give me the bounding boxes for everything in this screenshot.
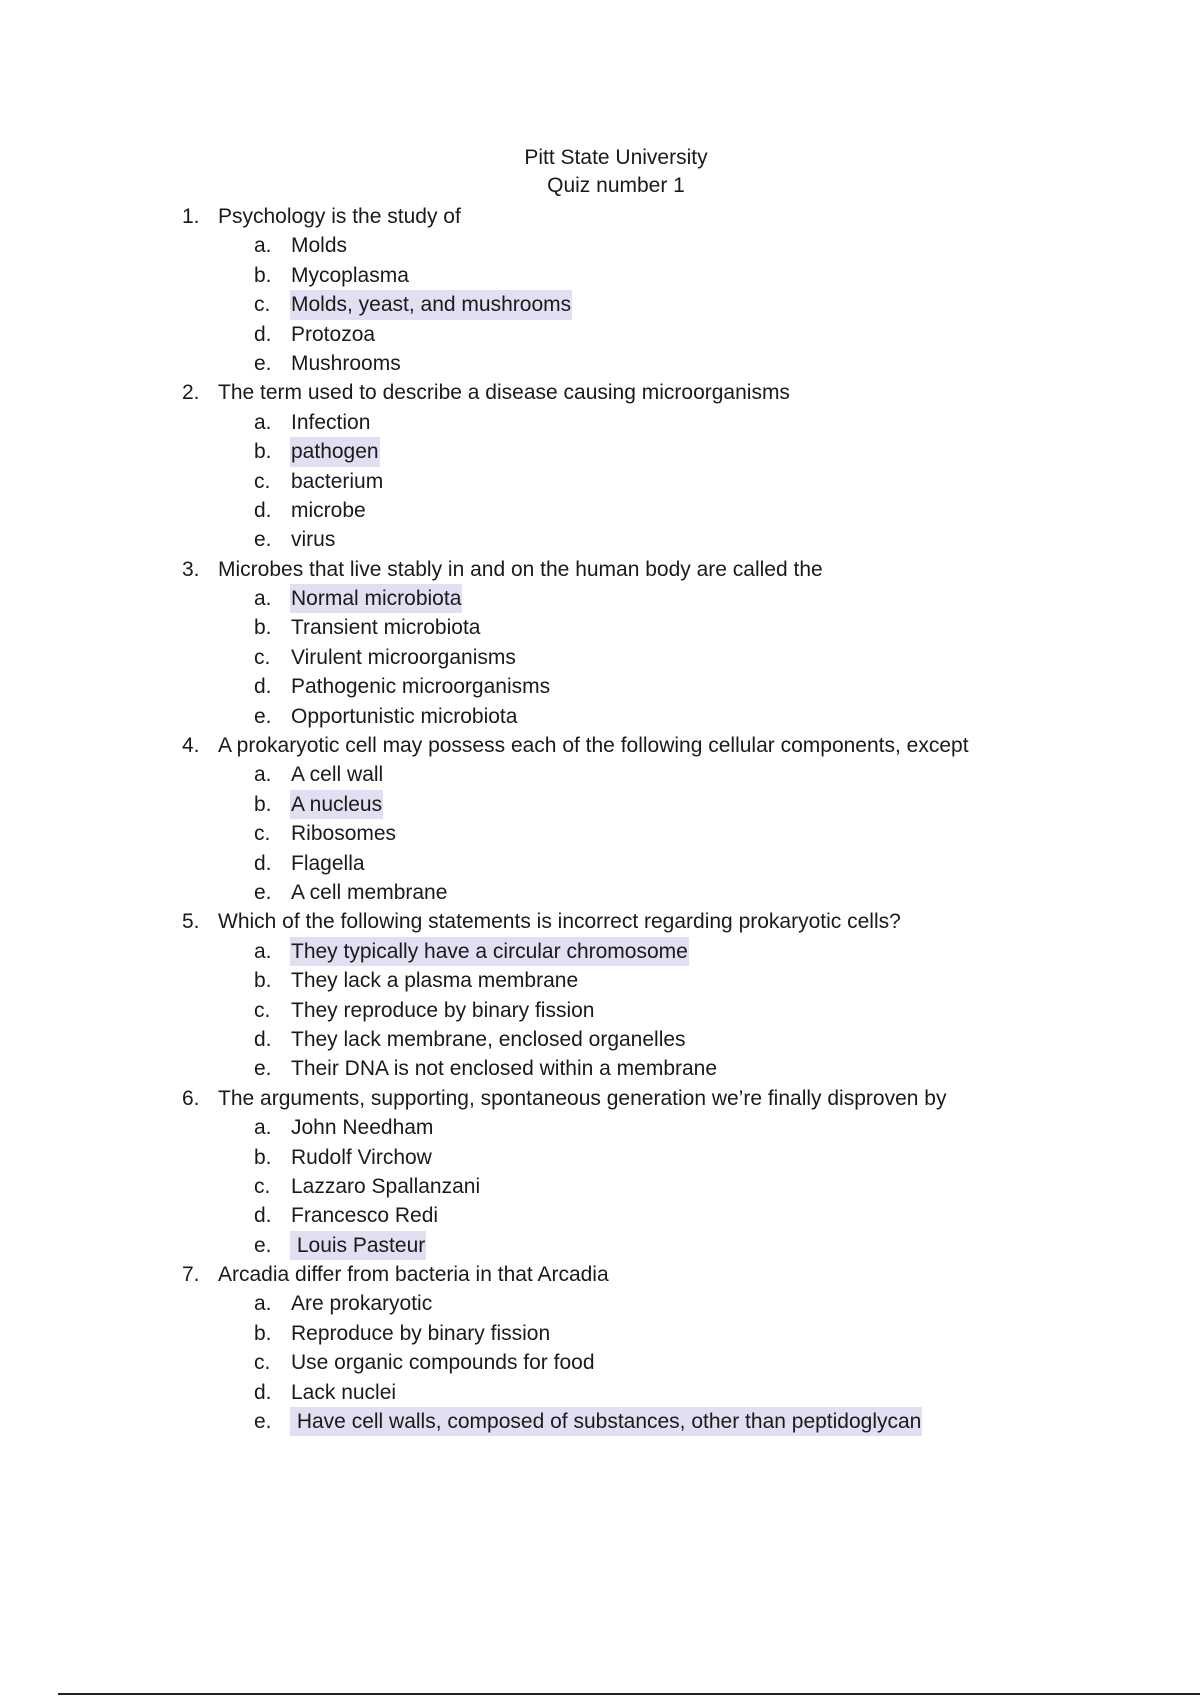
option-letter: b.: [254, 969, 272, 993]
option-letter: c.: [254, 822, 271, 846]
question-text: The arguments, supporting, spontaneous generation we’re finally disproven by: [218, 1086, 947, 1110]
option-letter: d.: [254, 498, 272, 522]
highlighted-answer-text: Louis Pasteur: [290, 1231, 426, 1260]
answer-option: [182, 1407, 1142, 1436]
question-text: Which of the following statements is incorrect regarding prokaryotic cells?: [218, 910, 901, 934]
answer-options: [182, 231, 1142, 378]
question-4: [182, 731, 1142, 907]
option-text: Pathogenic microorganisms: [291, 675, 551, 699]
option-text: microbe: [291, 498, 366, 522]
answer-option: [182, 261, 1142, 290]
option-letter: e.: [254, 1410, 272, 1434]
option-letter: d.: [254, 322, 272, 346]
option-letter: b.: [254, 792, 272, 816]
question-number: 5.: [182, 910, 200, 934]
answer-options: [182, 1289, 1142, 1436]
answer-option: [182, 790, 1142, 819]
question-line: [182, 1260, 1142, 1289]
option-text: Mushrooms: [291, 351, 401, 375]
option-text: They reproduce by binary fission: [291, 998, 595, 1022]
question-number: 2.: [182, 381, 200, 405]
option-text: Molds: [291, 234, 348, 258]
question-text: Microbes that live stably in and on the human body are called the: [218, 557, 823, 581]
question-text: Arcadia differ from bacteria in that Arcadia: [218, 1263, 609, 1287]
answer-option: [182, 1172, 1142, 1201]
option-letter: b.: [254, 1145, 272, 1169]
option-letter: a.: [254, 763, 272, 787]
question-number: 7.: [182, 1263, 200, 1287]
question-text: Psychology is the study of: [218, 205, 461, 228]
option-text: Infection: [291, 410, 371, 434]
question-number: 6.: [182, 1086, 200, 1110]
option-text: Opportunistic microbiota: [291, 704, 518, 728]
option-letter: e.: [254, 528, 272, 552]
option-text: Are prokaryotic: [291, 1292, 433, 1316]
university-name: Pitt State University: [524, 146, 708, 169]
answer-option: [182, 937, 1142, 966]
option-letter: b.: [254, 440, 272, 464]
answer-option: [182, 1231, 1142, 1260]
question-1: [182, 202, 1142, 378]
answer-option: [182, 1025, 1142, 1054]
question-list: [182, 202, 1142, 1436]
option-text: Protozoa: [291, 322, 376, 346]
option-text: John Needham: [291, 1116, 434, 1140]
answer-option: [182, 643, 1142, 672]
question-2: [182, 378, 1142, 554]
option-text: virus: [291, 528, 336, 552]
option-text: Mycoplasma: [291, 263, 409, 287]
answer-option: [182, 878, 1142, 907]
question-line: [182, 907, 1142, 936]
highlighted-answer-text: They typically have a circular chromosome: [290, 937, 689, 966]
option-letter: e.: [254, 1057, 272, 1081]
answer-option: [182, 1348, 1142, 1377]
option-text: Rudolf Virchow: [291, 1145, 432, 1169]
answer-option: [182, 996, 1142, 1025]
option-text: Francesco Redi: [291, 1204, 439, 1228]
answer-option: [182, 1319, 1142, 1348]
option-letter: d.: [254, 1027, 272, 1051]
answer-option: [182, 408, 1142, 437]
question-line: [182, 202, 1142, 231]
answer-option: [182, 231, 1142, 260]
option-text: Reproduce by binary fission: [291, 1321, 551, 1345]
highlighted-answer-text: Molds, yeast, and mushrooms: [290, 290, 572, 319]
answer-option: [182, 1143, 1142, 1172]
option-letter: b.: [254, 1321, 272, 1345]
option-letter: a.: [254, 1292, 272, 1316]
option-letter: d.: [254, 1204, 272, 1228]
option-text: Lack nuclei: [291, 1380, 397, 1404]
option-text: Flagella: [291, 851, 365, 875]
option-letter: b.: [254, 263, 272, 287]
option-letter: d.: [254, 1380, 272, 1404]
answer-option: [182, 966, 1142, 995]
question-text: A prokaryotic cell may possess each of the following cellular components, except: [218, 734, 969, 758]
answer-options: [182, 937, 1142, 1084]
question-text: The term used to describe a disease causing microorganisms: [218, 381, 790, 405]
option-letter: d.: [254, 851, 272, 875]
option-letter: a.: [254, 587, 272, 611]
answer-option: [182, 819, 1142, 848]
option-text: Ribosomes: [291, 822, 397, 846]
option-text: They lack membrane, enclosed organelles: [291, 1027, 686, 1051]
question-line: [182, 378, 1142, 407]
question-5: [182, 907, 1142, 1083]
answer-option: [182, 525, 1142, 554]
answer-option: [182, 1201, 1142, 1230]
answer-option: [182, 320, 1142, 349]
option-letter: a.: [254, 939, 272, 963]
question-7: [182, 1260, 1142, 1436]
highlighted-answer-text: Normal microbiota: [290, 584, 462, 613]
option-letter: c.: [254, 1351, 271, 1375]
question-line: [182, 555, 1142, 584]
question-3: [182, 555, 1142, 731]
answer-option: [182, 613, 1142, 642]
answer-option: [182, 1289, 1142, 1318]
option-letter: d.: [254, 675, 272, 699]
option-letter: a.: [254, 234, 272, 258]
option-text: Lazzaro Spallanzani: [291, 1174, 481, 1198]
question-line: [182, 1084, 1142, 1113]
answer-option: [182, 1113, 1142, 1142]
option-letter: a.: [254, 410, 272, 434]
answer-option: [182, 349, 1142, 378]
option-letter: e.: [254, 880, 272, 904]
question-number: 4.: [182, 734, 200, 758]
quiz-title: Quiz number 1: [547, 174, 685, 197]
answer-options: [182, 1113, 1142, 1260]
option-letter: c.: [254, 1174, 271, 1198]
option-letter: c.: [254, 293, 271, 317]
answer-options: [182, 760, 1142, 907]
highlighted-answer-text: A nucleus: [290, 790, 383, 819]
answer-option: [182, 290, 1142, 319]
question-6: [182, 1084, 1142, 1260]
answer-option: [182, 467, 1142, 496]
highlighted-answer-text: pathogen: [290, 437, 380, 466]
answer-option: [182, 496, 1142, 525]
option-text: Virulent microorganisms: [291, 645, 516, 669]
option-letter: e.: [254, 351, 272, 375]
option-letter: e.: [254, 704, 272, 728]
option-text: bacterium: [291, 469, 384, 493]
answer-option: [182, 849, 1142, 878]
option-text: They lack a plasma membrane: [291, 969, 579, 993]
page-bottom-rule: [58, 1693, 1200, 1695]
highlighted-answer-text: Have cell walls, composed of substances, other than peptidoglycan: [290, 1407, 922, 1436]
option-letter: e.: [254, 1233, 272, 1257]
option-letter: c.: [254, 645, 271, 669]
answer-option: [182, 1054, 1142, 1083]
question-number: 1.: [182, 205, 200, 228]
option-text: Transient microbiota: [291, 616, 481, 640]
answer-option: [182, 584, 1142, 613]
question-line: [182, 731, 1142, 760]
question-number: 3.: [182, 557, 200, 581]
answer-options: [182, 408, 1142, 555]
document-header: [0, 144, 1200, 200]
answer-option: [182, 760, 1142, 789]
answer-option: [182, 1378, 1142, 1407]
option-text: Their DNA is not enclosed within a membrane: [291, 1057, 718, 1081]
option-letter: c.: [254, 998, 271, 1022]
option-letter: c.: [254, 469, 271, 493]
answer-options: [182, 584, 1142, 731]
option-letter: a.: [254, 1116, 272, 1140]
answer-option: [182, 437, 1142, 466]
option-letter: b.: [254, 616, 272, 640]
answer-option: [182, 702, 1142, 731]
option-text: A cell wall: [291, 763, 384, 787]
option-text: Use organic compounds for food: [291, 1351, 595, 1375]
option-text: A cell membrane: [291, 880, 448, 904]
answer-option: [182, 672, 1142, 701]
